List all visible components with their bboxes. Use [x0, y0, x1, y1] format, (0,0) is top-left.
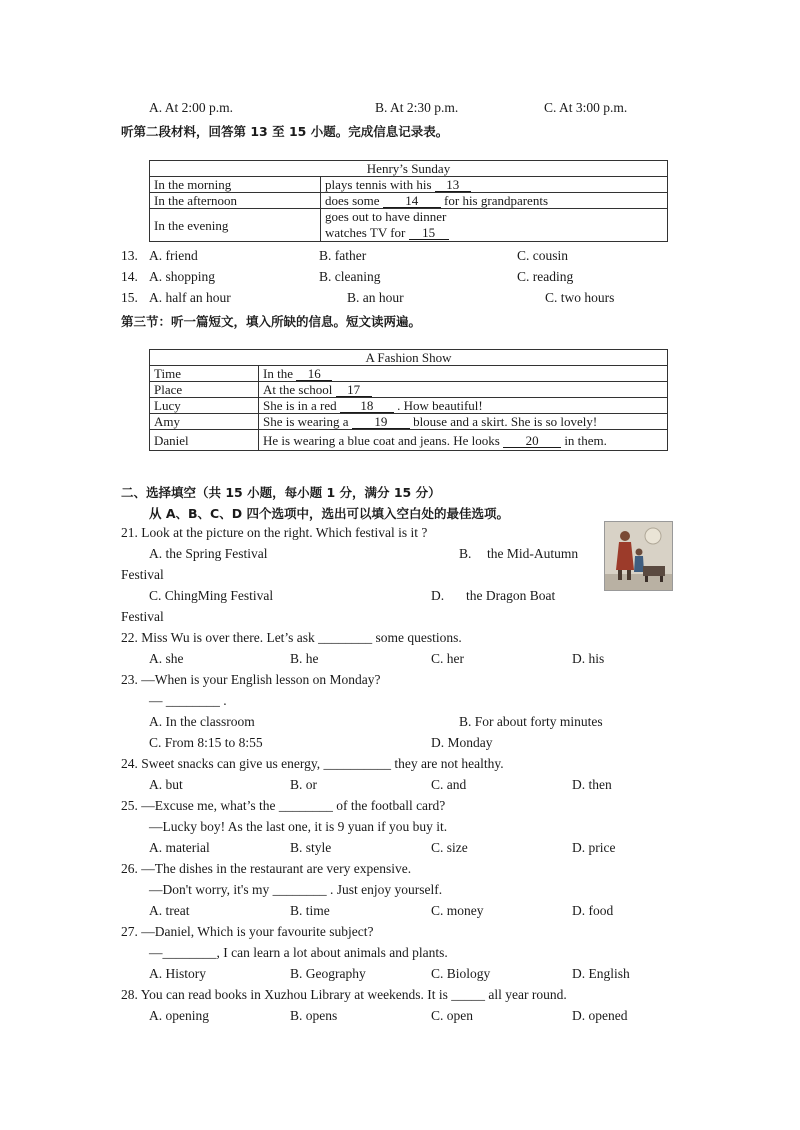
row-content: In the 16 — [259, 366, 668, 382]
q25-option-d[interactable]: D. price — [572, 840, 616, 855]
q21-option-b-label[interactable]: B. — [459, 546, 472, 561]
q22-option-b[interactable]: B. he — [290, 651, 319, 666]
q23-option-c[interactable]: C. From 8:15 to 8:55 — [149, 735, 263, 750]
blank-14[interactable]: 14 — [383, 194, 441, 208]
row-content: does some 14 for his grandparents — [321, 193, 668, 209]
q24-option-d[interactable]: D. then — [572, 777, 612, 792]
table-row — [150, 193, 668, 209]
q28-option-d[interactable]: D. opened — [572, 1008, 628, 1023]
q13-option-c[interactable]: C. cousin — [517, 248, 569, 263]
q21-option-c[interactable]: C. ChingMing Festival — [149, 588, 274, 603]
q25-stem: 25. —Excuse me, what’s the ________ of the football card? — [121, 798, 446, 813]
q24-option-a[interactable]: A. but — [149, 777, 183, 792]
q25-option-c[interactable]: C. size — [431, 840, 468, 855]
q15-option-a[interactable]: A. half an hour — [149, 290, 231, 305]
section3-instruction: 第三节：听一篇短文，填入所缺的信息。短文读两遍。 — [121, 314, 422, 329]
henry-sunday-table — [149, 160, 668, 242]
q24-stem: 24. Sweet snacks can give us energy, __________ they are not healthy. — [121, 756, 504, 771]
row-content: At the school 17 — [259, 382, 668, 398]
q14-number: 14. — [121, 269, 138, 284]
festival-illustration-icon — [605, 522, 672, 590]
table-row — [150, 209, 668, 242]
q14-option-a[interactable]: A. shopping — [149, 269, 216, 284]
q13-option-b[interactable]: B. father — [319, 248, 367, 263]
q27-option-a[interactable]: A. History — [149, 966, 206, 981]
q26-stem-answer: —Don't worry, it's my ________ . Just enjoy yourself. — [149, 882, 443, 897]
q23-option-d[interactable]: D. Monday — [431, 735, 493, 750]
q27-stem-answer: —________, I can learn a lot about animals and plants. — [149, 945, 448, 960]
row-content: She is wearing a 19 blouse and a skirt. She is so lovely! — [259, 414, 668, 430]
table-row — [150, 414, 668, 430]
row-content: goes out to have dinner watches TV for 15 — [321, 209, 668, 242]
q27-option-b[interactable]: B. Geography — [290, 966, 366, 981]
row-content: He is wearing a blue coat and jeans. He looks 20 in them. — [259, 430, 668, 451]
q14-option-c[interactable]: C. reading — [517, 269, 574, 284]
q25-stem-answer: —Lucky boy! As the last one, it is 9 yuan if you buy it. — [149, 819, 448, 834]
q23-option-a[interactable]: A. In the classroom — [149, 714, 255, 729]
q21-stem: 21. Look at the picture on the right. Which festival is it ? — [121, 525, 428, 540]
q26-option-d[interactable]: D. food — [572, 903, 614, 918]
blank-16[interactable]: 16 — [296, 367, 332, 381]
part2-subheading: 从 A、B、C、D 四个选项中，选出可以填入空白处的最佳选项。 — [149, 506, 509, 521]
q28-option-b[interactable]: B. opens — [290, 1008, 338, 1023]
q28-option-c[interactable]: C. open — [431, 1008, 473, 1023]
part2-heading: 二、选择填空（共 15 小题，每小题 1 分，满分 15 分） — [121, 485, 441, 500]
q22-stem: 22. Miss Wu is over there. Let’s ask ________ some questions. — [121, 630, 462, 645]
q21-option-d-text[interactable]: the Dragon Boat — [466, 588, 556, 603]
row-label: In the morning — [150, 177, 321, 193]
blank-19[interactable]: 19 — [352, 415, 410, 429]
row-label: Daniel — [150, 430, 259, 451]
q15-option-c[interactable]: C. two hours — [545, 290, 615, 305]
option-12-c: C. At 3:00 p.m. — [544, 100, 628, 115]
q23-stem-answer: — ________ . — [149, 693, 227, 708]
q15-option-b[interactable]: B. an hour — [347, 290, 404, 305]
q25-option-a[interactable]: A. material — [149, 840, 210, 855]
q21-option-b-text[interactable]: the Mid-Autumn — [487, 546, 579, 561]
henry-table-title: Henry’s Sunday — [150, 161, 668, 177]
q15-number: 15. — [121, 290, 138, 305]
row-label: Time — [150, 366, 259, 382]
q21-option-d-label[interactable]: D. — [431, 588, 445, 603]
q27-stem: 27. —Daniel, Which is your favourite subject? — [121, 924, 374, 939]
q27-option-c[interactable]: C. Biology — [431, 966, 491, 981]
q28-stem: 28. You can read books in Xuzhou Library at weekends. It is _____ all year round. — [121, 987, 567, 1002]
option-12-b: B. At 2:30 p.m. — [375, 100, 459, 115]
blank-17[interactable]: 17 — [336, 383, 372, 397]
row-label: In the afternoon — [150, 193, 321, 209]
blank-20[interactable]: 20 — [503, 434, 561, 448]
q22-option-a[interactable]: A. she — [149, 651, 184, 666]
row-content: She is in a red 18 . How beautiful! — [259, 398, 668, 414]
table-row — [150, 366, 668, 382]
q21-option-d-wrap: Festival — [121, 609, 164, 624]
festival-picture — [604, 521, 673, 591]
row-label: Amy — [150, 414, 259, 430]
q21-option-a[interactable]: A. the Spring Festival — [149, 546, 268, 561]
q25-option-b[interactable]: B. style — [290, 840, 332, 855]
q24-option-c[interactable]: C. and — [431, 777, 467, 792]
fashion-table-title: A Fashion Show — [150, 350, 668, 366]
q13-number: 13. — [121, 248, 138, 263]
section2-instruction: 听第二段材料，回答第 13 至 15 小题。完成信息记录表。 — [121, 124, 449, 139]
q23-option-b[interactable]: B. For about forty minutes — [459, 714, 603, 729]
q27-option-d[interactable]: D. English — [572, 966, 630, 981]
blank-18[interactable]: 18 — [340, 399, 394, 413]
q26-option-c[interactable]: C. money — [431, 903, 484, 918]
table-row — [150, 430, 668, 451]
q13-option-a[interactable]: A. friend — [149, 248, 198, 263]
q26-option-b[interactable]: B. time — [290, 903, 330, 918]
q28-option-a[interactable]: A. opening — [149, 1008, 209, 1023]
q14-option-b[interactable]: B. cleaning — [319, 269, 381, 284]
table-row — [150, 382, 668, 398]
row-content: plays tennis with his 13 — [321, 177, 668, 193]
blank-13[interactable]: 13 — [435, 178, 471, 192]
option-12-a: A. At 2:00 p.m. — [149, 100, 234, 115]
q26-option-a[interactable]: A. treat — [149, 903, 190, 918]
row-label: In the evening — [150, 209, 321, 242]
q26-stem: 26. —The dishes in the restaurant are very expensive. — [121, 861, 412, 876]
fashion-show-table — [149, 349, 668, 451]
q21-option-b-wrap: Festival — [121, 567, 164, 582]
q22-option-d[interactable]: D. his — [572, 651, 605, 666]
row-label: Place — [150, 382, 259, 398]
row-label: Lucy — [150, 398, 259, 414]
q24-option-b[interactable]: B. or — [290, 777, 317, 792]
blank-15[interactable]: 15 — [409, 226, 449, 240]
q22-option-c[interactable]: C. her — [431, 651, 464, 666]
table-row — [150, 177, 668, 193]
table-row — [150, 398, 668, 414]
q23-stem: 23. —When is your English lesson on Monday? — [121, 672, 381, 687]
